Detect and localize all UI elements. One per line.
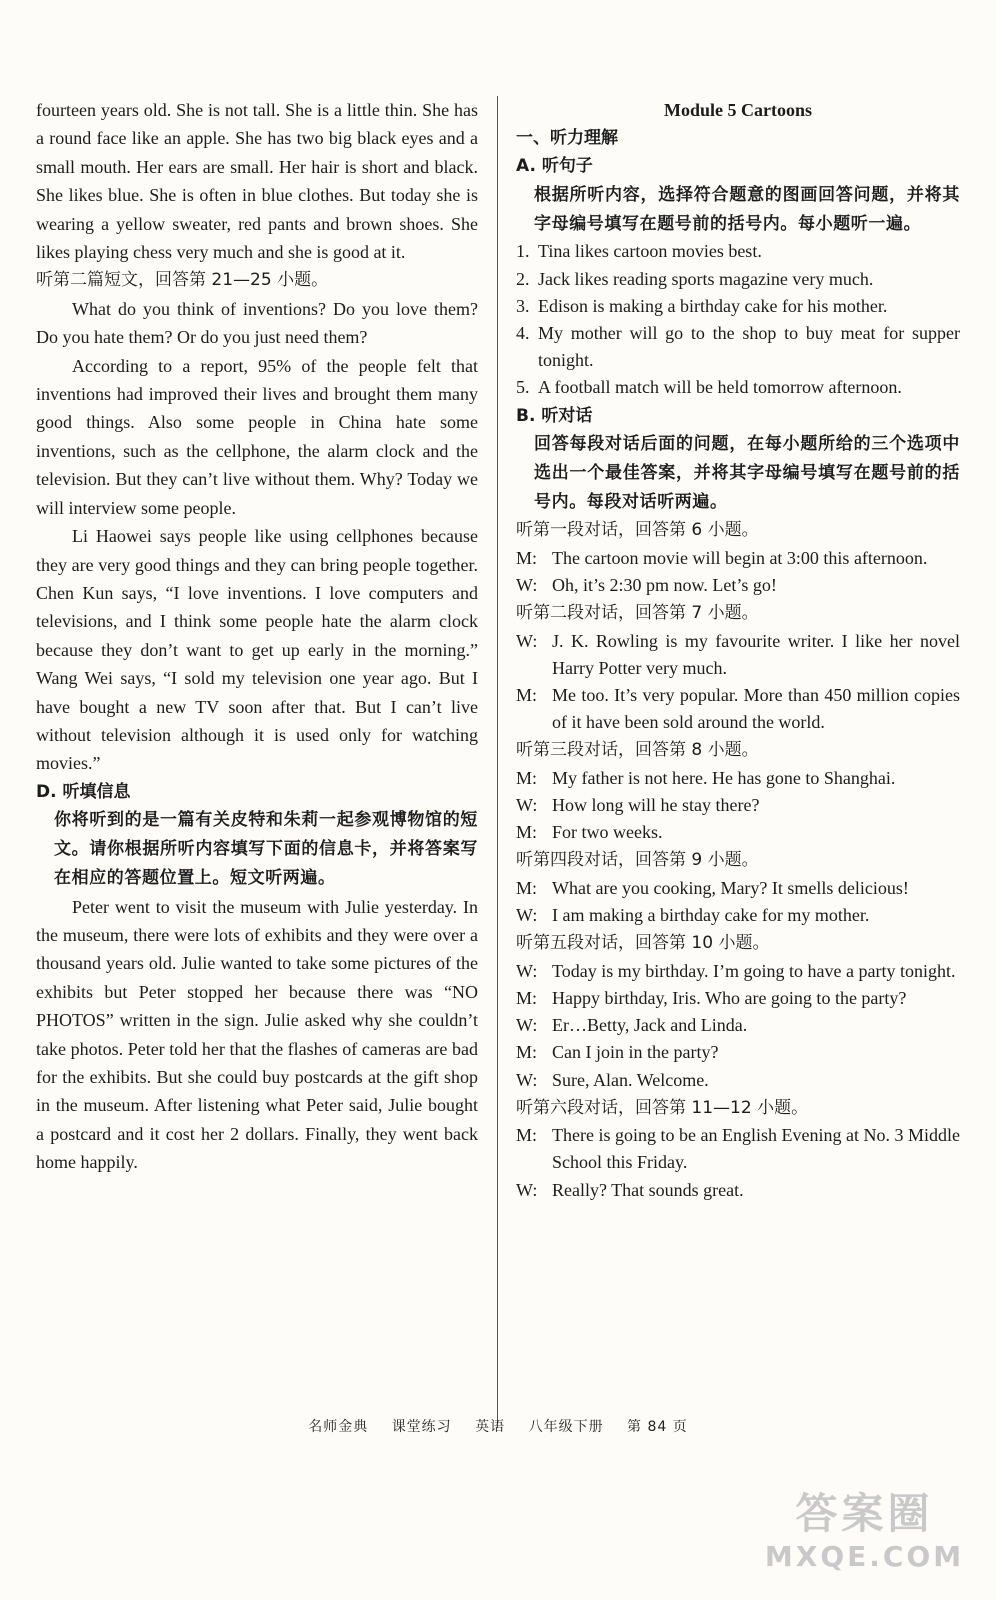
dialog-text: I am making a birthday cake for my mother. bbox=[552, 905, 870, 926]
dialog-text: The cartoon movie will begin at 3:00 this afternoon. bbox=[552, 547, 928, 568]
speaker: W: bbox=[516, 905, 538, 926]
dialog-prompt-text: 听第五段对话，回答第 10 小题。 bbox=[516, 933, 770, 954]
dialog-1-prompt bbox=[516, 516, 960, 544]
dialog-line bbox=[516, 985, 960, 1012]
footer-grade: 八年级下册 bbox=[528, 1419, 604, 1435]
column-divider bbox=[497, 96, 498, 1428]
dialog-text: My father is not here. He has gone to Shanghai. bbox=[552, 767, 896, 788]
dialog-3-prompt bbox=[516, 736, 960, 764]
list-item bbox=[516, 266, 960, 293]
dialogs bbox=[516, 516, 960, 1203]
part-1-heading: 一、听力理解 bbox=[516, 128, 618, 148]
dialog-text: Oh, it’s 2:30 pm now. Let’s go! bbox=[552, 575, 777, 596]
speaker: W: bbox=[516, 1069, 538, 1090]
dialog-line bbox=[516, 1039, 960, 1066]
dialog-text: Me too. It’s very popular. More than 450 million copies of it have been sold around the world. bbox=[552, 685, 960, 733]
dialog-text: Er…Betty, Jack and Linda. bbox=[552, 1015, 748, 1036]
dialog-text: What are you cooking, Mary? It smells delicious! bbox=[552, 877, 909, 898]
speaker: M: bbox=[516, 877, 538, 898]
passage-paragraph-4: Li Haowei says people like using cellphones because they are very good things and they can bring people together. Chen Kun says, “I love inventions. I love computers and televisions, and I think some people hate the alarm clock because they don’t want to get up early in the morning.” Wang Wei says, “I sold my television one year ago. But I have bought a new TV soon after that. But I can’t live without television although it is used only for watching movies.” bbox=[36, 526, 478, 774]
dialog-line bbox=[516, 1067, 960, 1094]
passage-paragraph-3: According to a report, 95% of the people felt that inventions had improved their lives and brought them many good things. Also some people in China hate some inventions, such as the cellphone, the alarm clock and the television. But they can’t live without them. Why? Today we will interview some people. bbox=[36, 355, 478, 518]
speaker: M: bbox=[516, 767, 538, 788]
dialog-line bbox=[516, 875, 960, 902]
dialog-line bbox=[516, 545, 960, 572]
dialog-line bbox=[516, 1012, 960, 1039]
dialog-line bbox=[516, 765, 960, 792]
section-b-instructions: 回答每段对话后面的问题，在每小题所给的三个选项中选出一个最佳答案，并将其字母编号填写在题号前的括号内。每段对话听两遍。 bbox=[534, 434, 960, 512]
page-footer bbox=[0, 1416, 996, 1436]
speaker: M: bbox=[516, 1042, 538, 1063]
right-column bbox=[516, 96, 960, 1204]
passage-paragraph-5: Peter went to visit the museum with Julie yesterday. In the museum, there were lots of exhibits and they were over a thousand years old. Julie wanted to take some pictures of the exhibits but Peter stopped her because there was “NO PHOTOS” written in the sign. Julie asked why she couldn’t take photos. Peter told her that the flashes of cameras are bad for the exhibits. But she could buy postcards at the gift shop in the museum. After listening what Peter said, Julie bought a postcard and it cost her 2 dollars. Finally, they went back home happily. bbox=[36, 896, 478, 1173]
dialog-line bbox=[516, 902, 960, 929]
dialog-text: There is going to be an English Evening at No. 3 Middle School this Friday. bbox=[552, 1125, 960, 1173]
section-a-instructions: 根据所听内容，选择符合题意的图画回答问题，并将其字母编号填写在题号前的括号内。每小题听一遍。 bbox=[534, 184, 960, 234]
dialog-5-prompt bbox=[516, 929, 960, 957]
list-item bbox=[516, 374, 960, 401]
speaker: M: bbox=[516, 547, 538, 568]
list-item bbox=[516, 320, 960, 374]
module-title: Module 5 Cartoons bbox=[664, 100, 812, 120]
dialog-line bbox=[516, 572, 960, 599]
item-number: 1. bbox=[516, 241, 530, 262]
passage-2-prompt bbox=[36, 266, 478, 294]
dialog-prompt-text: 听第三段对话，回答第 8 小题。 bbox=[516, 740, 759, 761]
footer-page-number: 第 84 页 bbox=[627, 1419, 688, 1435]
dialog-text: Sure, Alan. Welcome. bbox=[552, 1069, 709, 1090]
watermark-site: MXQE.COM bbox=[764, 1540, 965, 1573]
speaker: W: bbox=[516, 960, 538, 981]
list-item bbox=[516, 293, 960, 320]
passage-paragraph-1: fourteen years old. She is not tall. She is a little thin. She has a round face like an apple. She has two big black eyes and a small mouth. Her ears are small. Her hair is short and black. She likes blue. She is often in blue clothes. But today she is wearing a yellow sweater, red pants and brown shoes. She likes playing chess very much and she is good at it. bbox=[36, 100, 478, 263]
item-text: Edison is making a birthday cake for his mother. bbox=[538, 295, 888, 316]
passage-paragraph-2: What do you think of inventions? Do you love them? Do you hate them? Or do you just need them? bbox=[36, 298, 478, 348]
dialog-text: Can I join in the party? bbox=[552, 1042, 719, 1063]
dialog-prompt-text: 听第六段对话，回答第 11—12 小题。 bbox=[516, 1097, 809, 1118]
speaker: M: bbox=[516, 822, 538, 843]
dialog-line bbox=[516, 958, 960, 985]
left-column bbox=[36, 96, 478, 1177]
watermark-logo: 答案圈 bbox=[795, 1489, 934, 1538]
dialog-2-prompt bbox=[516, 599, 960, 627]
speaker: W: bbox=[516, 1015, 538, 1036]
dialog-line bbox=[516, 682, 960, 736]
dialog-text: Happy birthday, Iris. Who are going to the party? bbox=[552, 987, 907, 1008]
dialog-text: J. K. Rowling is my favourite writer. I like her novel Harry Potter very much. bbox=[552, 630, 960, 678]
passage-2-prompt-text: 听第二篇短文，回答第 21—25 小题。 bbox=[36, 270, 329, 291]
dialog-prompt-text: 听第四段对话，回答第 9 小题。 bbox=[516, 850, 759, 871]
dialog-line bbox=[516, 1177, 960, 1204]
speaker: W: bbox=[516, 575, 538, 596]
item-text: Tina likes cartoon movies best. bbox=[538, 241, 762, 262]
item-text: My mother will go to the shop to buy meat for supper tonight. bbox=[538, 323, 960, 371]
footer-series: 名师金典 bbox=[308, 1419, 369, 1435]
section-a-items bbox=[516, 238, 960, 401]
footer-book: 课堂练习 bbox=[391, 1419, 452, 1435]
item-text: A football match will be held tomorrow afternoon. bbox=[538, 377, 902, 398]
speaker: M: bbox=[516, 685, 538, 706]
dialog-prompt-text: 听第二段对话，回答第 7 小题。 bbox=[516, 603, 759, 624]
dialog-text: For two weeks. bbox=[552, 822, 663, 843]
section-d-instructions: 你将听到的是一篇有关皮特和朱莉一起参观博物馆的短文。请你根据所听内容填写下面的信息卡，并将答案写在相应的答题位置上。短文听两遍。 bbox=[54, 810, 478, 888]
item-text: Jack likes reading sports magazine very much. bbox=[538, 268, 874, 289]
dialog-text: Really? That sounds great. bbox=[552, 1179, 744, 1200]
dialog-line bbox=[516, 628, 960, 682]
dialog-prompt-text: 听第一段对话，回答第 6 小题。 bbox=[516, 520, 759, 541]
dialog-text: How long will he stay there? bbox=[552, 795, 760, 816]
speaker: W: bbox=[516, 630, 538, 651]
section-b-heading: B. 听对话 bbox=[516, 405, 593, 426]
speaker: W: bbox=[516, 795, 538, 816]
dialog-line bbox=[516, 792, 960, 819]
watermark bbox=[757, 1488, 972, 1584]
item-number: 5. bbox=[516, 377, 530, 398]
dialog-4-prompt bbox=[516, 846, 960, 874]
footer-subject: 英语 bbox=[475, 1419, 506, 1435]
list-item bbox=[516, 238, 960, 265]
dialog-line bbox=[516, 819, 960, 846]
speaker: M: bbox=[516, 1125, 538, 1146]
item-number: 3. bbox=[516, 295, 530, 316]
section-a-heading: A. 听句子 bbox=[516, 156, 593, 177]
section-d-heading: D. 听填信息 bbox=[36, 781, 131, 802]
item-number: 2. bbox=[516, 268, 530, 289]
item-number: 4. bbox=[516, 323, 530, 344]
dialog-line bbox=[516, 1122, 960, 1176]
speaker: M: bbox=[516, 987, 538, 1008]
dialog-text: Today is my birthday. I’m going to have a party tonight. bbox=[552, 960, 956, 981]
speaker: W: bbox=[516, 1179, 538, 1200]
dialog-6-prompt bbox=[516, 1094, 960, 1122]
